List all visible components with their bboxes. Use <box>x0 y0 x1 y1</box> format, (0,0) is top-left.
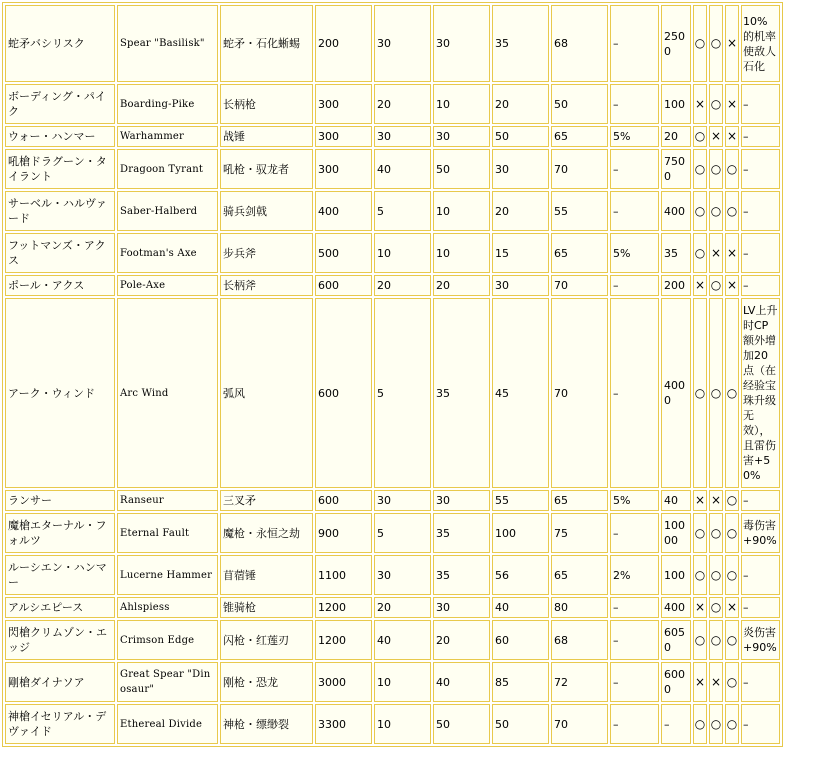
stat-value-6: – <box>610 298 659 488</box>
stat-value-1: 1200 <box>315 620 372 660</box>
mark-2: ○ <box>709 298 723 488</box>
stat-value-3: 30 <box>433 597 490 618</box>
mark-2: × <box>709 126 723 147</box>
weapon-chinese-name: 神枪・缥缈裂 <box>220 704 313 744</box>
mark-2: ○ <box>709 555 723 595</box>
stat-value-5: 65 <box>551 555 608 595</box>
mark-2: ○ <box>709 513 723 553</box>
price-value: 20 <box>661 126 691 147</box>
weapon-chinese-name: 闪枪・红莲刃 <box>220 620 313 660</box>
stat-value-4: 55 <box>492 490 549 511</box>
stat-value-3: 35 <box>433 555 490 595</box>
stat-value-1: 600 <box>315 490 372 511</box>
stat-value-4: 35 <box>492 5 549 82</box>
stat-value-1: 600 <box>315 275 372 296</box>
stat-value-3: 50 <box>433 149 490 189</box>
stat-value-3: 30 <box>433 5 490 82</box>
weapon-english-name: Ethereal Divide <box>117 704 218 744</box>
weapon-chinese-name: 战锤 <box>220 126 313 147</box>
price-value: – <box>661 704 691 744</box>
stat-value-3: 10 <box>433 191 490 231</box>
stat-value-5: 70 <box>551 704 608 744</box>
stat-value-2: 20 <box>374 84 431 124</box>
mark-1: ○ <box>693 298 707 488</box>
weapon-chinese-name: 锥骑枪 <box>220 597 313 618</box>
stat-value-6: – <box>610 275 659 296</box>
stat-value-5: 68 <box>551 5 608 82</box>
price-value: 2500 <box>661 5 691 82</box>
mark-2: ○ <box>709 84 723 124</box>
stat-value-2: 10 <box>374 704 431 744</box>
weapon-table-body <box>5 5 780 744</box>
stat-value-1: 900 <box>315 513 372 553</box>
table-row <box>5 275 780 296</box>
table-row <box>5 191 780 231</box>
stat-value-1: 400 <box>315 191 372 231</box>
weapon-chinese-name: 长柄斧 <box>220 275 313 296</box>
stat-value-4: 50 <box>492 126 549 147</box>
price-value: 40 <box>661 490 691 511</box>
weapon-english-name: Warhammer <box>117 126 218 147</box>
stat-value-3: 10 <box>433 233 490 273</box>
price-value: 6000 <box>661 662 691 702</box>
mark-1: ○ <box>693 5 707 82</box>
table-row <box>5 298 780 488</box>
stat-value-6: – <box>610 149 659 189</box>
effect-note: – <box>741 233 780 273</box>
weapon-english-name: Pole-Axe <box>117 275 218 296</box>
stat-value-3: 30 <box>433 490 490 511</box>
stat-value-2: 5 <box>374 513 431 553</box>
stat-value-5: 70 <box>551 149 608 189</box>
stat-value-2: 5 <box>374 191 431 231</box>
mark-3: × <box>725 275 739 296</box>
mark-2: ○ <box>709 5 723 82</box>
stat-value-5: 80 <box>551 597 608 618</box>
stat-value-5: 50 <box>551 84 608 124</box>
stat-value-6: – <box>610 620 659 660</box>
mark-2: ○ <box>709 597 723 618</box>
weapon-chinese-name: 弧风 <box>220 298 313 488</box>
mark-1: ○ <box>693 191 707 231</box>
price-value: 10000 <box>661 513 691 553</box>
price-value: 200 <box>661 275 691 296</box>
weapon-japanese-name: アルシエピース <box>5 597 115 618</box>
stat-value-6: 5% <box>610 233 659 273</box>
weapon-japanese-name: ウォー・ハンマー <box>5 126 115 147</box>
stat-value-6: 5% <box>610 490 659 511</box>
stat-value-4: 56 <box>492 555 549 595</box>
weapon-japanese-name: ルーシエン・ハンマー <box>5 555 115 595</box>
stat-value-3: 50 <box>433 704 490 744</box>
mark-2: ○ <box>709 191 723 231</box>
stat-value-4: 30 <box>492 275 549 296</box>
stat-value-4: 45 <box>492 298 549 488</box>
stat-value-5: 72 <box>551 662 608 702</box>
mark-1: × <box>693 662 707 702</box>
price-value: 100 <box>661 84 691 124</box>
mark-1: ○ <box>693 149 707 189</box>
mark-3: ○ <box>725 555 739 595</box>
mark-3: ○ <box>725 620 739 660</box>
mark-3: × <box>725 84 739 124</box>
price-value: 6050 <box>661 620 691 660</box>
weapon-chinese-name: 刚枪・恐龙 <box>220 662 313 702</box>
effect-note: – <box>741 704 780 744</box>
stat-value-6: – <box>610 704 659 744</box>
stat-value-2: 30 <box>374 555 431 595</box>
stat-value-2: 40 <box>374 149 431 189</box>
mark-1: ○ <box>693 126 707 147</box>
effect-note: LV上升时CP额外增加20点（在经验宝珠升级无效），且雷伤害+50% <box>741 298 780 488</box>
effect-note: – <box>741 555 780 595</box>
weapon-japanese-name: フットマンズ・アクス <box>5 233 115 273</box>
stat-value-1: 3300 <box>315 704 372 744</box>
stat-value-3: 10 <box>433 84 490 124</box>
table-row <box>5 662 780 702</box>
stat-value-3: 20 <box>433 275 490 296</box>
mark-3: ○ <box>725 149 739 189</box>
weapon-english-name: Great Spear "Dinosaur" <box>117 662 218 702</box>
price-value: 4000 <box>661 298 691 488</box>
stat-value-3: 30 <box>433 126 490 147</box>
stat-value-1: 3000 <box>315 662 372 702</box>
table-row <box>5 513 780 553</box>
table-row <box>5 490 780 511</box>
table-row <box>5 620 780 660</box>
effect-note: – <box>741 84 780 124</box>
stat-value-2: 30 <box>374 126 431 147</box>
stat-value-2: 40 <box>374 620 431 660</box>
stat-value-5: 70 <box>551 298 608 488</box>
mark-1: ○ <box>693 513 707 553</box>
mark-3: × <box>725 126 739 147</box>
stat-value-5: 55 <box>551 191 608 231</box>
mark-2: ○ <box>709 149 723 189</box>
effect-note: – <box>741 662 780 702</box>
mark-2: ○ <box>709 620 723 660</box>
weapon-english-name: Arc Wind <box>117 298 218 488</box>
effect-note: 炎伤害+90% <box>741 620 780 660</box>
stat-value-1: 600 <box>315 298 372 488</box>
stat-value-5: 68 <box>551 620 608 660</box>
mark-3: ○ <box>725 704 739 744</box>
mark-2: × <box>709 662 723 702</box>
stat-value-2: 30 <box>374 5 431 82</box>
weapon-english-name: Crimson Edge <box>117 620 218 660</box>
stat-value-1: 200 <box>315 5 372 82</box>
stat-value-6: – <box>610 84 659 124</box>
mark-3: ○ <box>725 490 739 511</box>
weapon-english-name: Lucerne Hammer <box>117 555 218 595</box>
mark-1: ○ <box>693 620 707 660</box>
stat-value-4: 40 <box>492 597 549 618</box>
mark-3: ○ <box>725 191 739 231</box>
effect-note: – <box>741 490 780 511</box>
stat-value-4: 20 <box>492 191 549 231</box>
stat-value-1: 1100 <box>315 555 372 595</box>
mark-3: × <box>725 597 739 618</box>
weapon-english-name: Ahlspiess <box>117 597 218 618</box>
stat-value-1: 500 <box>315 233 372 273</box>
stat-value-5: 75 <box>551 513 608 553</box>
stat-value-6: – <box>610 191 659 231</box>
table-row <box>5 233 780 273</box>
weapon-english-name: Saber-Halberd <box>117 191 218 231</box>
effect-note: – <box>741 597 780 618</box>
stat-value-2: 20 <box>374 275 431 296</box>
stat-value-4: 60 <box>492 620 549 660</box>
weapon-chinese-name: 骑兵剑戟 <box>220 191 313 231</box>
stat-value-5: 65 <box>551 490 608 511</box>
stat-value-6: – <box>610 662 659 702</box>
weapon-english-name: Eternal Fault <box>117 513 218 553</box>
weapon-english-name: Spear "Basilisk" <box>117 5 218 82</box>
weapon-japanese-name: ボーディング・パイク <box>5 84 115 124</box>
stat-value-5: 70 <box>551 275 608 296</box>
price-value: 400 <box>661 597 691 618</box>
weapon-english-name: Footman's Axe <box>117 233 218 273</box>
mark-3: ○ <box>725 513 739 553</box>
stat-value-6: – <box>610 5 659 82</box>
stat-value-4: 30 <box>492 149 549 189</box>
weapon-chinese-name: 吼枪・驭龙者 <box>220 149 313 189</box>
table-row <box>5 5 780 82</box>
effect-note: – <box>741 191 780 231</box>
effect-note: 10%的机率使敌人石化 <box>741 5 780 82</box>
weapon-japanese-name: 魔槍エターナル・フォルツ <box>5 513 115 553</box>
stat-value-1: 300 <box>315 149 372 189</box>
weapon-japanese-name: ランサー <box>5 490 115 511</box>
weapon-chinese-name: 步兵斧 <box>220 233 313 273</box>
stat-value-3: 35 <box>433 513 490 553</box>
stat-value-4: 50 <box>492 704 549 744</box>
effect-note: 毒伤害+90% <box>741 513 780 553</box>
stat-value-1: 300 <box>315 84 372 124</box>
mark-3: ○ <box>725 662 739 702</box>
weapon-japanese-name: 閃槍クリムゾン・エッジ <box>5 620 115 660</box>
stat-value-4: 100 <box>492 513 549 553</box>
stat-value-5: 65 <box>551 126 608 147</box>
table-row <box>5 126 780 147</box>
stat-value-1: 1200 <box>315 597 372 618</box>
stat-value-2: 10 <box>374 662 431 702</box>
weapon-japanese-name: サーベル・ハルヴァード <box>5 191 115 231</box>
weapon-english-name: Boarding-Pike <box>117 84 218 124</box>
weapon-japanese-name: ポール・アクス <box>5 275 115 296</box>
price-value: 100 <box>661 555 691 595</box>
stat-value-5: 65 <box>551 233 608 273</box>
price-value: 7500 <box>661 149 691 189</box>
weapon-japanese-name: アーク・ウィンド <box>5 298 115 488</box>
mark-2: ○ <box>709 704 723 744</box>
weapon-chinese-name: 长柄枪 <box>220 84 313 124</box>
stat-value-4: 15 <box>492 233 549 273</box>
table-row <box>5 597 780 618</box>
effect-note: – <box>741 275 780 296</box>
effect-note: – <box>741 126 780 147</box>
stat-value-2: 20 <box>374 597 431 618</box>
weapon-chinese-name: 三叉矛 <box>220 490 313 511</box>
stat-value-6: – <box>610 597 659 618</box>
weapon-english-name: Ranseur <box>117 490 218 511</box>
stat-value-2: 10 <box>374 233 431 273</box>
mark-1: ○ <box>693 233 707 273</box>
table-row <box>5 84 780 124</box>
stat-value-6: 2% <box>610 555 659 595</box>
mark-1: ○ <box>693 555 707 595</box>
table-row <box>5 555 780 595</box>
mark-1: × <box>693 490 707 511</box>
stat-value-6: – <box>610 513 659 553</box>
mark-1: ○ <box>693 704 707 744</box>
weapon-japanese-name: 神槍イセリアル・デヴァイド <box>5 704 115 744</box>
mark-1: × <box>693 597 707 618</box>
stat-value-6: 5% <box>610 126 659 147</box>
mark-3: ○ <box>725 298 739 488</box>
mark-3: × <box>725 5 739 82</box>
weapon-chinese-name: 蛇矛・石化蜥蜴 <box>220 5 313 82</box>
stat-value-2: 5 <box>374 298 431 488</box>
weapon-chinese-name: 苜蓿锤 <box>220 555 313 595</box>
mark-3: × <box>725 233 739 273</box>
price-value: 35 <box>661 233 691 273</box>
stat-value-2: 30 <box>374 490 431 511</box>
table-row <box>5 149 780 189</box>
weapon-japanese-name: 吼槍ドラグーン・タイラント <box>5 149 115 189</box>
stat-value-4: 20 <box>492 84 549 124</box>
stat-value-1: 300 <box>315 126 372 147</box>
effect-note: – <box>741 149 780 189</box>
mark-2: × <box>709 233 723 273</box>
mark-1: × <box>693 275 707 296</box>
stat-value-3: 20 <box>433 620 490 660</box>
table-row <box>5 704 780 744</box>
weapon-japanese-name: 剛槍ダイナソア <box>5 662 115 702</box>
stat-value-4: 85 <box>492 662 549 702</box>
mark-1: × <box>693 84 707 124</box>
mark-2: ○ <box>709 275 723 296</box>
weapon-chinese-name: 魔枪・永恒之劫 <box>220 513 313 553</box>
price-value: 400 <box>661 191 691 231</box>
stat-value-3: 35 <box>433 298 490 488</box>
weapon-english-name: Dragoon Tyrant <box>117 149 218 189</box>
mark-2: × <box>709 490 723 511</box>
stat-value-3: 40 <box>433 662 490 702</box>
weapon-japanese-name: 蛇矛バシリスク <box>5 5 115 82</box>
weapon-table <box>2 2 783 747</box>
